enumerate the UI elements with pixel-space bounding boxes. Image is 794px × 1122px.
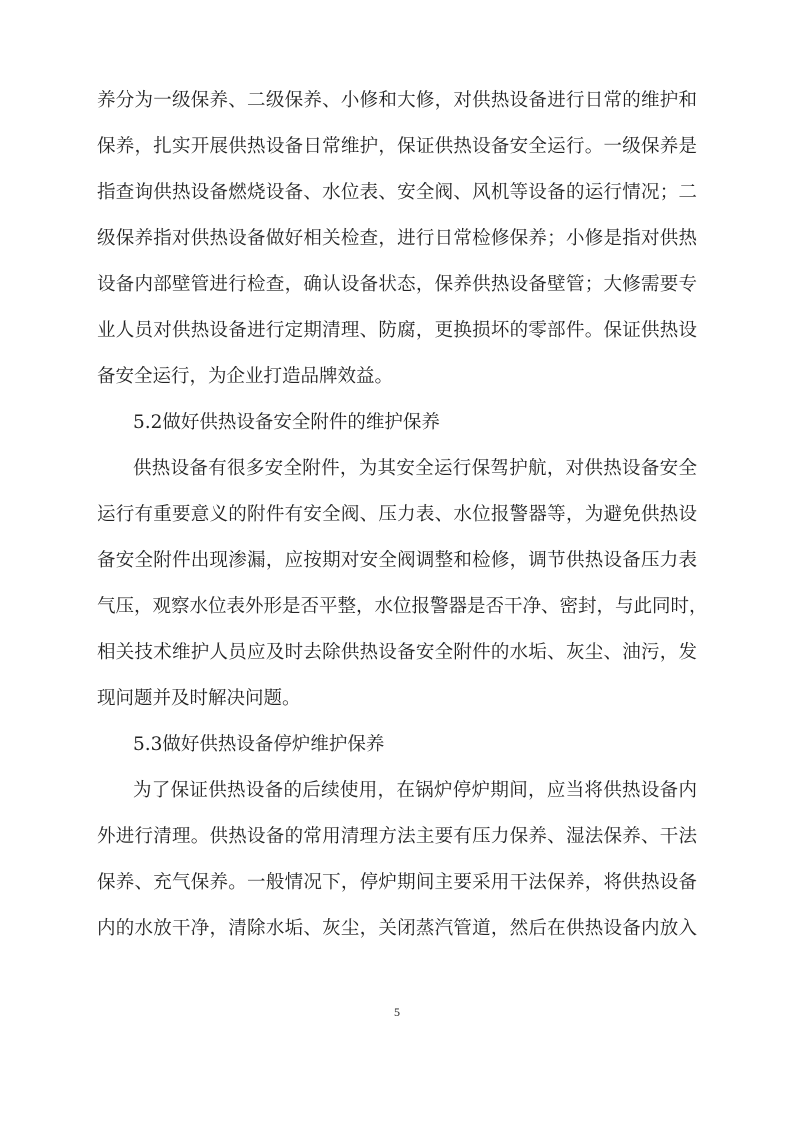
paragraph-line: 养分为一级保养、二级保养、小修和大修，对供热设备进行日常的维护和 (97, 90, 697, 111)
paragraph-line: 气压，观察水位表外形是否平整，水位报警器是否干净、密封，与此同时， (97, 596, 708, 617)
paragraph-line: 备安全附件出现渗漏，应按期对安全阀调整和检修，调节供热设备压力表 (97, 550, 697, 571)
paragraph-line: 保养，扎实开展供热设备日常维护，保证供热设备安全运行。一级保养是 (97, 136, 697, 157)
paragraph-line: 保养、充气保养。一般情况下，停炉期间主要采用干法保养，将供热设备 (97, 872, 697, 893)
paragraph-line: 指查询供热设备燃烧设备、水位表、安全阀、风机等设备的运行情况；二 (97, 182, 697, 203)
paragraph-line: 相关技术维护人员应及时去除供热设备安全附件的水垢、灰尘、油污，发 (97, 642, 697, 663)
paragraph-line: 供热设备有很多安全附件，为其安全运行保驾护航，对供热设备安全 (133, 458, 697, 479)
paragraph-line: 现问题并及时解决问题。 (97, 688, 301, 709)
paragraph-line: 设备内部壁管进行检查，确认设备状态，保养供热设备壁管；大修需要专 (97, 274, 697, 295)
paragraph-line: 为了保证供热设备的后续使用，在锅炉停炉期间，应当将供热设备内 (133, 780, 697, 801)
paragraph-line: 内的水放干净，清除水垢、灰尘，关闭蒸汽管道，然后在供热设备内放入 (97, 918, 697, 939)
paragraph-line: 外进行清理。供热设备的常用清理方法主要有压力保养、湿法保养、干法 (97, 826, 697, 847)
paragraph-line: 业人员对供热设备进行定期清理、防腐，更换损坏的零部件。保证供热设 (97, 320, 697, 341)
paragraph-line: 备安全运行，为企业打造品牌效益。 (97, 366, 394, 387)
paragraph-line: 运行有重要意义的附件有安全阀、压力表、水位报警器等，为避免供热设 (97, 504, 697, 525)
paragraph-line: 级保养指对供热设备做好相关检查，进行日常检修保养；小修是指对供热 (97, 228, 697, 249)
page-number: 5 (394, 1005, 400, 1019)
section-heading-5-2: 5.2做好供热设备安全附件的维护保养 (133, 412, 440, 433)
section-heading-5-3: 5.3做好供热设备停炉维护保养 (133, 734, 385, 755)
